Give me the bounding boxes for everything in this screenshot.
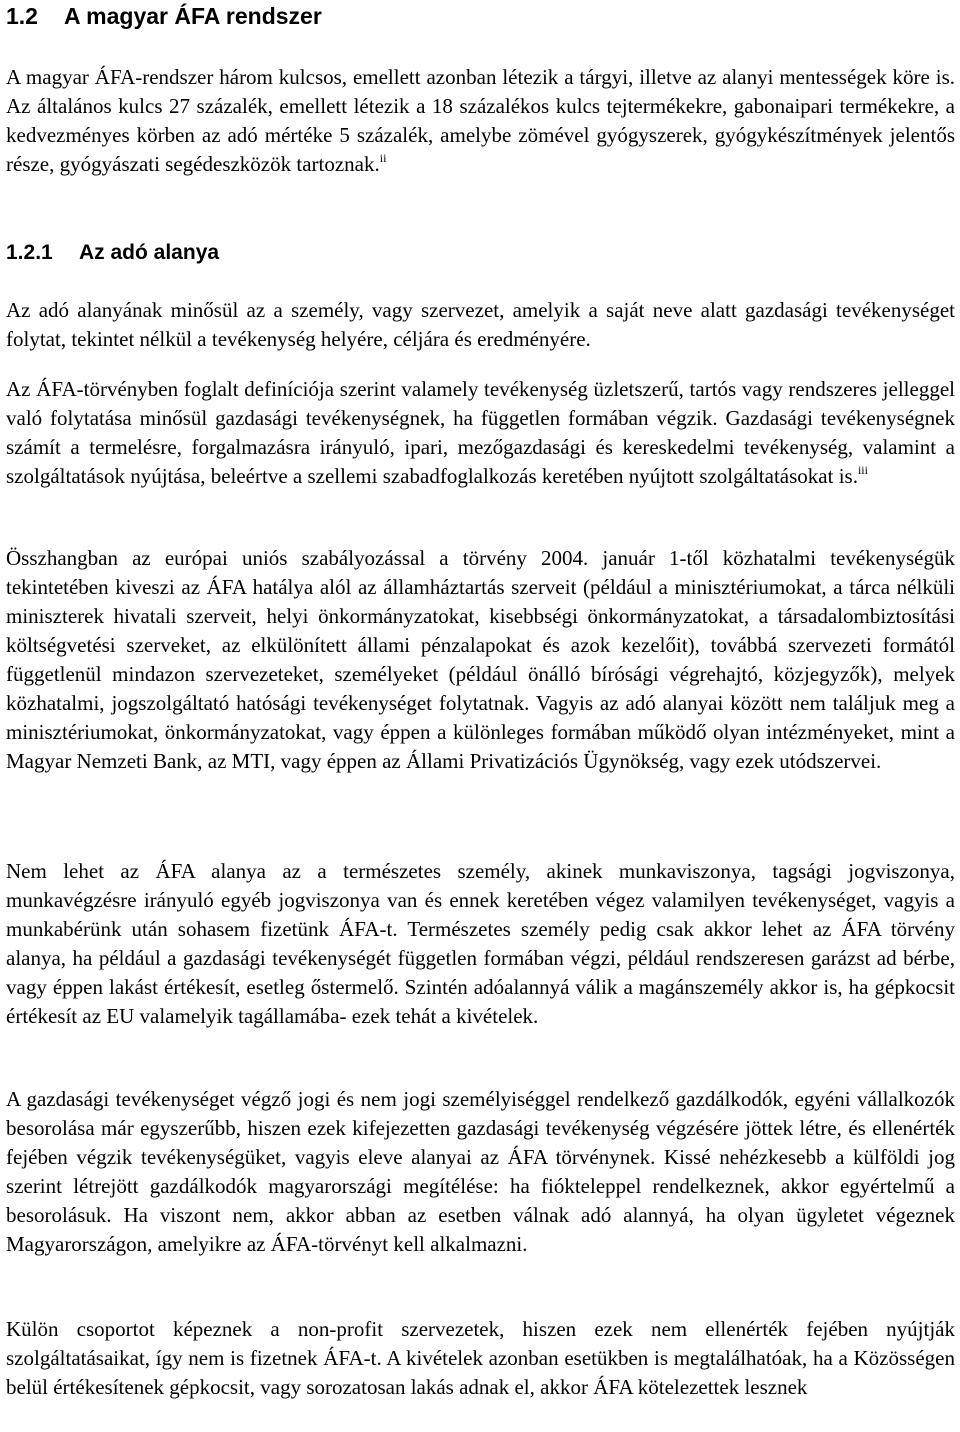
endnote-marker-ii: ii bbox=[379, 151, 387, 165]
subsection-title: Az adó alanya bbox=[79, 241, 220, 264]
intro-paragraph bbox=[6, 63, 955, 179]
paragraph-non-profit: Külön csoportot képeznek a non-profit szervezetek, hiszen ezek nem ellenérték fejében nyújtják szolgáltatásaikat, így nem is fizetnek ÁFA-t. A kivételek azonban esetükben is megtalálhatóak, ha a Közösségen belül értékesítenek gépkocsit, vagy sorozatosan lakás adnak el, akkor ÁFA kötelezettek lesznek bbox=[6, 1317, 955, 1399]
paragraph-natural-persons: Nem lehet az ÁFA alanya az a természetes személy, akinek munkaviszonya, tagsági jogviszonya, munkavégzésre irányuló egyéb jogviszonya van és ennek keretében végez valamilyen tevékenységet, vagyis a munkabérünk után sohasem fizetünk ÁFA-t. Természetes személy pedig csak akkor lehet az ÁFA törvény alanya, ha például a gazdasági tevékenységét független formában végzi, például rendszeresen garázst ad bérbe, vagy éppen lakást értékesít, esetleg őstermelő. Szintén adóalannyá válik a magánszemély akkor is, ha gépkocsit értékesít az EU valamelyik tagállamába- ezek tehát a kivételek. bbox=[6, 859, 955, 1028]
paragraph-economic-activity bbox=[6, 375, 955, 491]
paragraph-definition: Az adó alanyának minősül az a személy, vagy szervezet, amelyik a saját neve alatt gazdasági tevékenységet folytat, tekintet nélkül a tevékenység helyére, céljára és eredményére. bbox=[6, 298, 955, 351]
paragraph-public-bodies: Összhangban az európai uniós szabályozással a törvény 2004. január 1-től közhatalmi tevékenységük tekintetében kiveszi az ÁFA hatálya alól az államháztartás szerveit (például a minisztériumokat, a tárca nélküli miniszterek hivatali szerveit, helyi önkormányzatokat, kisebbségi önkormányzatokat, a társadalombiztosítási költségvetési szerveket, az elkülönített állami pénzalapokat és azok kezelőit), továbbá szervezeti formától függetlenül mindazon szervezeteket, személyeket (például önálló bírósági végrehajtó, közjegyzők), melyek közhatalmi, jogszolgáltató hatósági tevékenységet folytatnak. Vagyis az adó alanyai között nem találjuk meg a minisztériumokat, önkormányzatokat, vagy éppen a különleges formában működő olyan intézményeket, mint a Magyar Nemzeti Bank, az MTI, vagy éppen az Állami Privatizációs Ügynökség, vagy ezek utódszervei. bbox=[6, 546, 955, 773]
section-heading bbox=[6, 3, 322, 30]
paragraph-businesses: A gazdasági tevékenységet végző jogi és nem jogi személyiséggel rendelkező gazdálkodók, egyéni vállalkozók besorolása már egyszerűbb, hiszen ezek kifejezetten gazdasági tevékenység végzésére jöttek létre, és ellenérték fejében végzik tevékenységüket, vagyis eleve alanyai az ÁFA törvénynek. Kissé nehézkesebb a külföldi jog szerint létrejött gazdálkodók magyarországi megítélése: ha fiókteleppel rendelkeznek, akkor egyértelmű a besorolásuk. Ha viszont nem, akkor abban az esetben válnak adó alannyá, ha olyan ügyletet végeznek Magyarországon, amelyikre az ÁFA-törvényt kell alkalmazni. bbox=[6, 1087, 955, 1256]
endnote-marker-iii: iii bbox=[857, 463, 868, 477]
section-number: 1.2 bbox=[6, 3, 38, 29]
paragraph-economic-activity-text: Az ÁFA-törvényben foglalt definíciója szerint valamely tevékenység üzletszerű, tartós vagy rendszeres jelleggel való folytatása minősül gazdasági tevékenységnek, ha független formában végzik. Gazdasági tevékenységnek számít a termelésre, forgalmazásra irányuló, ipari, mezőgazdasági és kereskedelmi tevékenység, valamint a szolgáltatások nyújtása, beleértve a szellemi szabadfoglalkozás keretében nyújtott szolgáltatásokat is. bbox=[6, 377, 955, 488]
subsection-number: 1.2.1 bbox=[6, 241, 53, 264]
subsection-heading bbox=[6, 241, 219, 265]
intro-text: A magyar ÁFA-rendszer három kulcsos, emellett azonban létezik a tárgyi, illetve az alanyi mentességek köre is. Az általános kulcs 27 százalék, emellett létezik a 18 százalékos kulcs tejtermékekre, gabonaipari termékekre, a kedvezményes körben az adó mértéke 5 százalék, amelybe zömével gyógyszerek, gyógykészítmények jelentős része, gyógyászati segédeszközök tartoznak. bbox=[6, 65, 955, 176]
section-title: A magyar ÁFA rendszer bbox=[64, 3, 322, 29]
